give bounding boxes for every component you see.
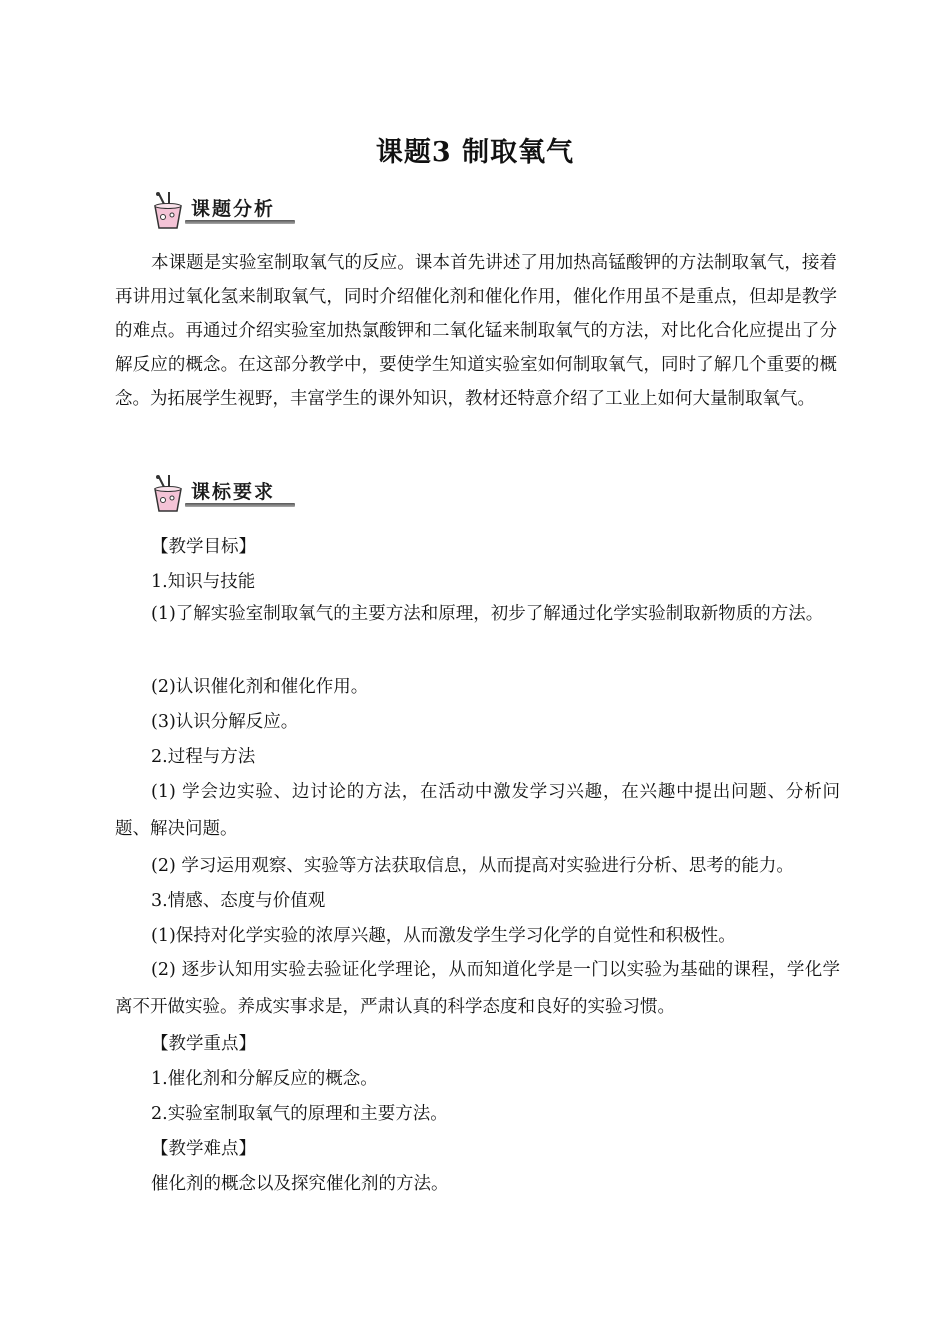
page-title: 课题3 制取氧气 — [375, 137, 575, 168]
pencil-cup-icon — [145, 190, 189, 230]
section-heading-requirements: 课标要求 — [191, 481, 276, 503]
key-point-1: 1.催化剂和分解反应的概念。 — [151, 1069, 378, 1089]
key-points-heading: 【教学重点】 — [151, 1034, 256, 1054]
knowledge-item-1: (1)了解实验室制取氧气的主要方法和原理，初步了解通过化学实验制取新物质的方法。 — [151, 604, 824, 624]
section-underline — [185, 220, 295, 224]
section-heading-analysis: 课题分析 — [191, 198, 276, 220]
process-method-heading: 2.过程与方法 — [151, 747, 256, 767]
analysis-paragraph: 本课题是实验室制取氧气的反应。课本首先讲述了用加热高锰酸钾的方法制取氧气，接着再讲用过氧化氢来制取氧气，同时介绍催化剂和催化作用，催化作用虽不是重点，但却是教学的难点。再通过介绍实验室加热氯酸钾和二氧化锰来制取氧气的方法，对比化合化应提出了分解反应的概念。在这部分教学中，要使学生知道实验室如何制取氧气，同时了解几个重要的概念。为拓展学生视野，丰富学生的课外知识，教材还特意介绍了工业上如何大量制取氧气。 — [115, 253, 837, 409]
section-badge-requirements — [145, 473, 295, 513]
key-point-2: 2.实验室制取氧气的原理和主要方法。 — [151, 1104, 448, 1124]
difficulty-heading: 【教学难点】 — [151, 1139, 256, 1159]
section-underline — [185, 503, 295, 507]
process-item-1: (1) 学会边实验、边讨论的方法，在活动中激发学习兴趣，在兴趣中提出问题、分析问题、解决问题。 — [115, 782, 840, 839]
difficulty-1: 催化剂的概念以及探究催化剂的方法。 — [151, 1174, 449, 1194]
goals-heading: 【教学目标】 — [151, 537, 256, 557]
knowledge-item-2: (2)认识催化剂和催化作用。 — [151, 677, 369, 697]
knowledge-skills-heading: 1.知识与技能 — [151, 572, 256, 592]
section-badge-analysis — [145, 190, 295, 230]
attitude-item-2: (2) 逐步认知用实验去验证化学理论，从而知道化学是一门以实验为基础的课程，学化学离不开做实验。养成实事求是，严肃认真的科学态度和良好的实验习惯。 — [115, 960, 840, 1017]
pencil-cup-icon — [145, 473, 189, 513]
process-item-2: (2) 学习运用观察、实验等方法获取信息，从而提高对实验进行分析、思考的能力。 — [151, 856, 794, 876]
knowledge-item-3: (3)认识分解反应。 — [151, 712, 299, 732]
attitude-heading: 3.情感、态度与价值观 — [151, 891, 326, 911]
attitude-item-1: (1)保持对化学实验的浓厚兴趣，从而激发学生学习化学的自觉性和积极性。 — [151, 926, 736, 946]
